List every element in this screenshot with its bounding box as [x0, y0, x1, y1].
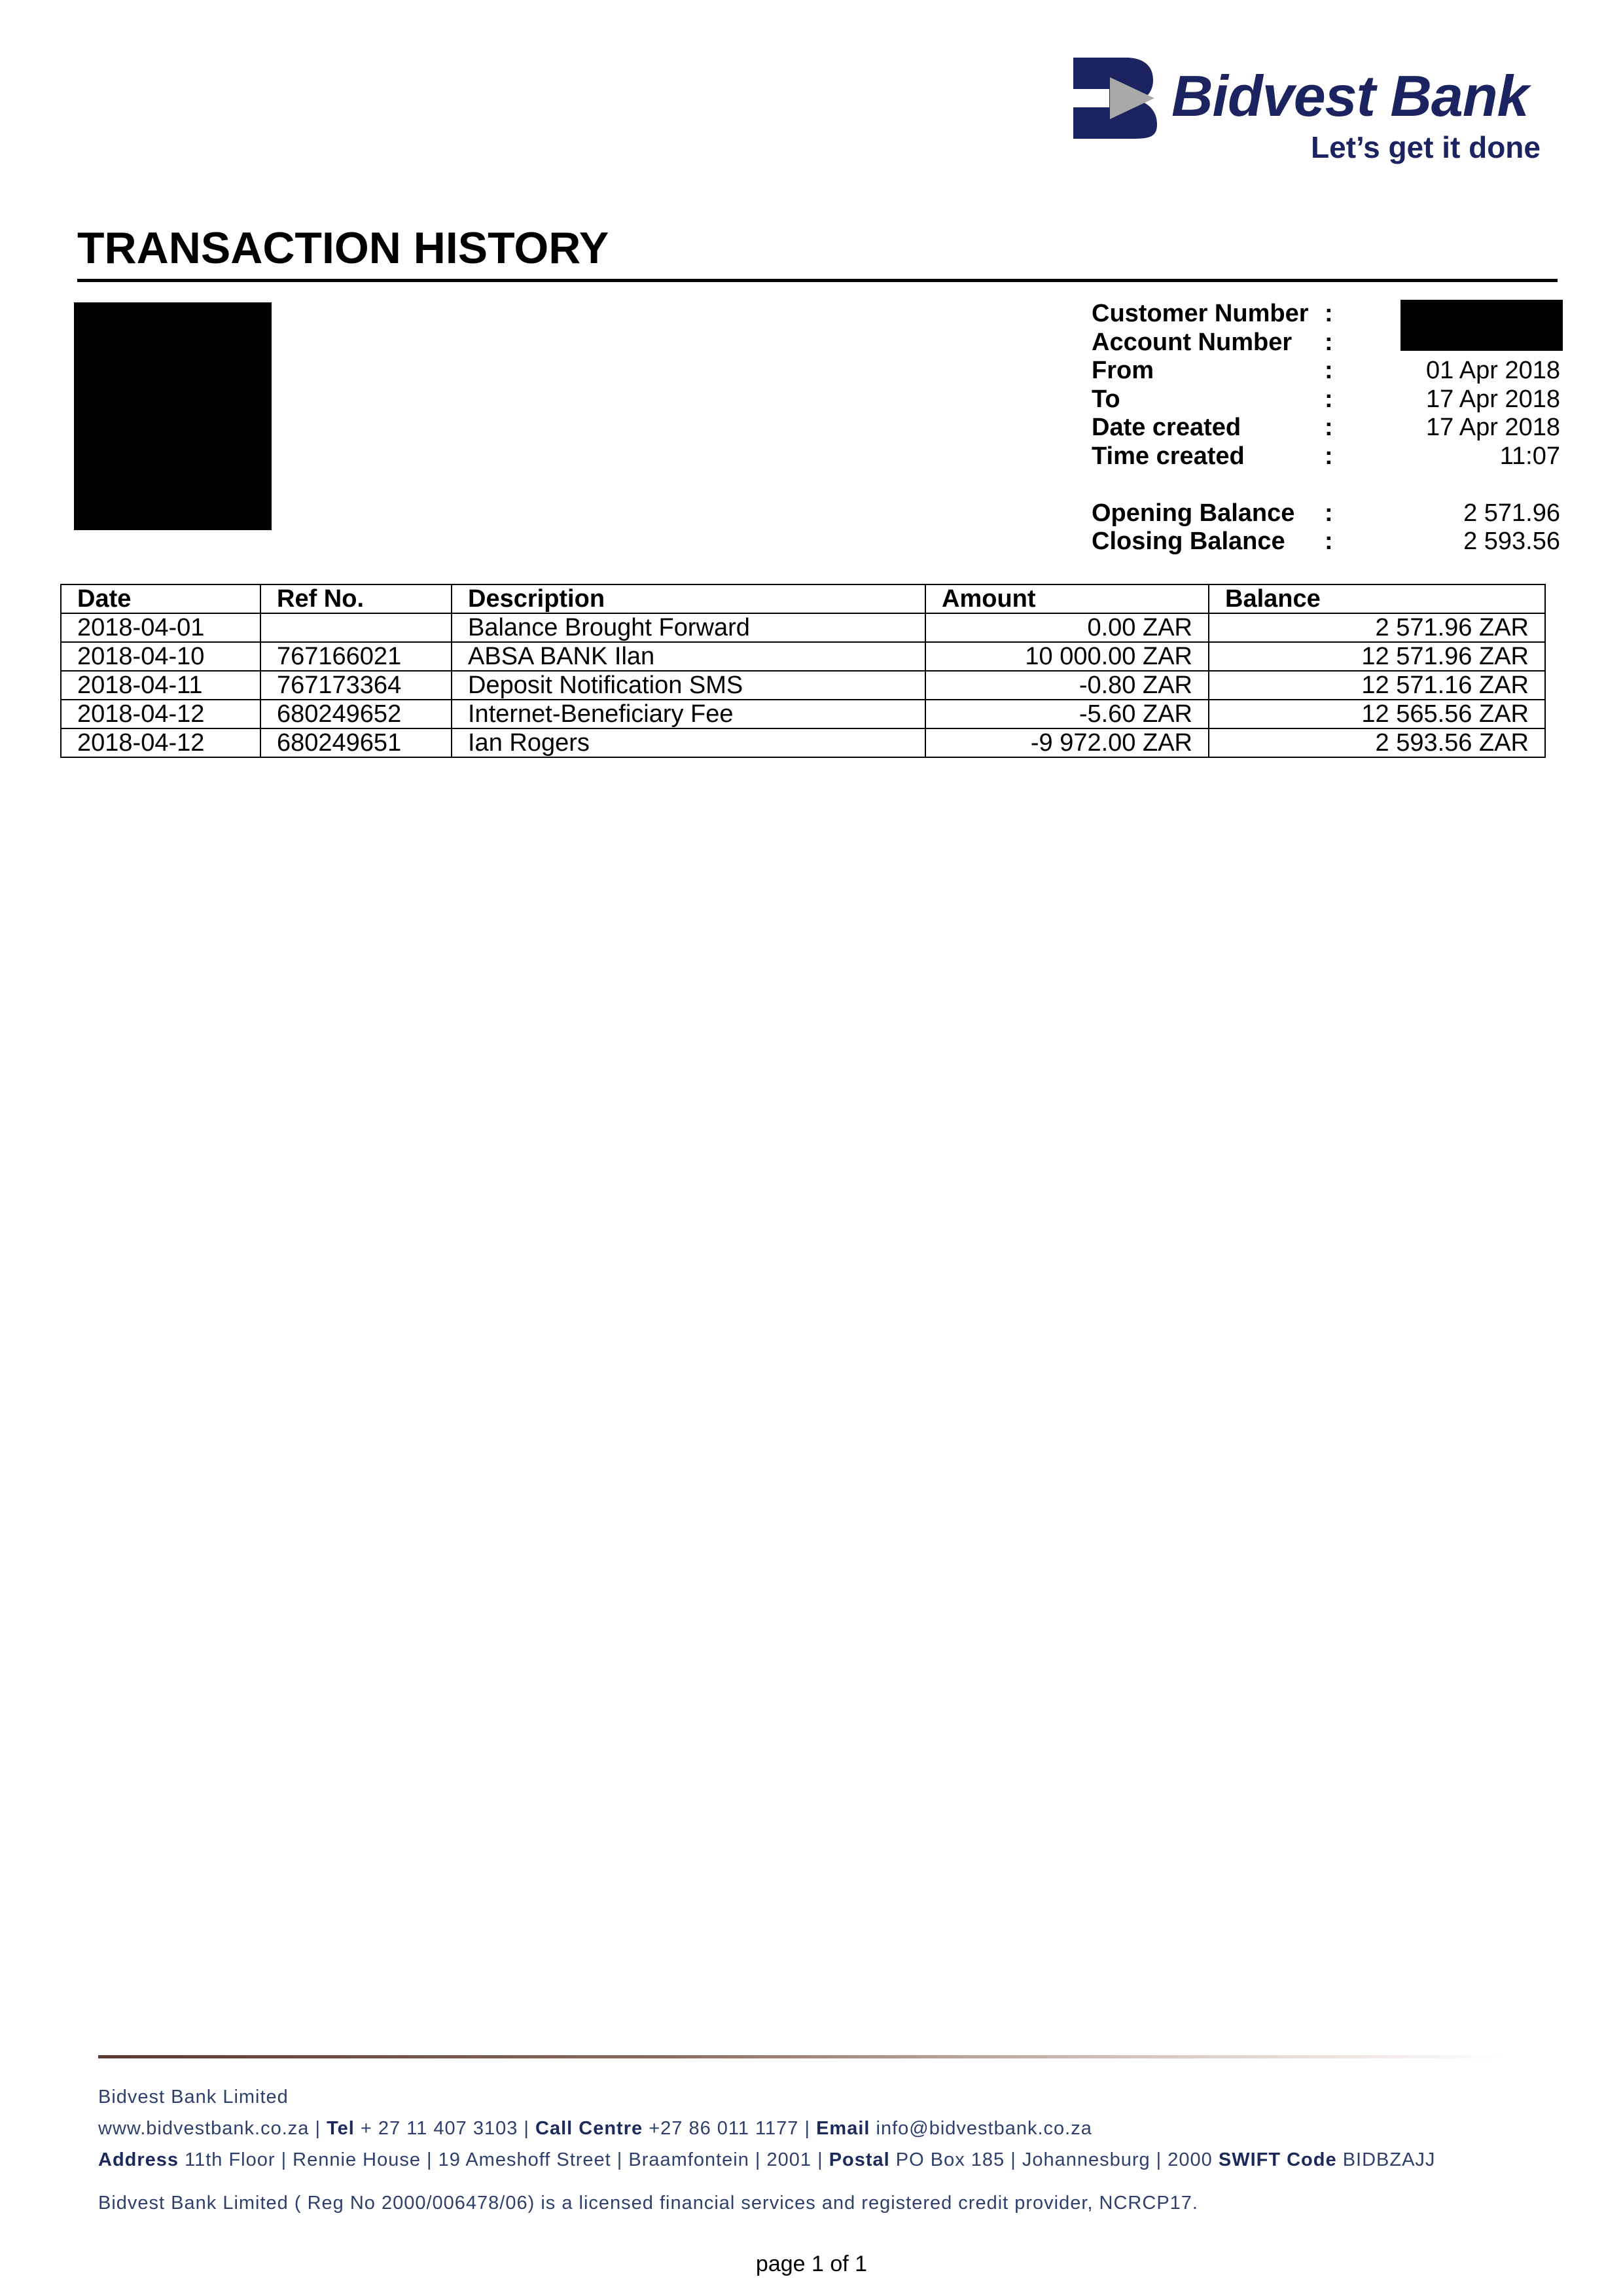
footer-swift-label: SWIFT Code [1218, 2149, 1337, 2170]
col-header-date: Date [61, 584, 260, 613]
cell-ref-no: 680249652 [260, 700, 452, 728]
footer-email-label: Email [816, 2118, 870, 2139]
cell-amount: 0.00 ZAR [925, 613, 1209, 642]
cell-date: 2018-04-10 [61, 642, 260, 671]
cell-ref-no: 767173364 [260, 671, 452, 700]
info-value: 17 Apr 2018 [1426, 385, 1560, 413]
footer-postal-label: Postal [829, 2149, 890, 2170]
info-colon: : [1325, 499, 1333, 527]
page-title: TRANSACTION HISTORY [77, 223, 609, 273]
col-header-amount: Amount [925, 584, 1209, 613]
info-colon: : [1325, 442, 1333, 470]
table-header-row [61, 584, 1545, 613]
cell-amount: -0.80 ZAR [925, 671, 1209, 700]
info-colon: : [1325, 357, 1333, 384]
cell-date: 2018-04-12 [61, 700, 260, 728]
closing-balance-value: 2 593.56 [1463, 528, 1560, 555]
info-label: From [1092, 357, 1154, 384]
footer-postal: PO Box 185 | Johannesburg | 2000 [895, 2149, 1213, 2170]
footer-call-centre: +27 86 011 1177 [649, 2118, 799, 2139]
footer-separator: | [524, 2118, 529, 2139]
footer-email-link[interactable]: info@bidvestbank.co.za [876, 2118, 1092, 2139]
cell-ref-no: 680249651 [260, 728, 452, 757]
footer-tel: + 27 11 407 3103 [360, 2118, 518, 2139]
info-row-time-created [1092, 442, 1563, 471]
info-value: 01 Apr 2018 [1426, 357, 1560, 384]
footer-company-line [98, 2081, 1435, 2113]
info-label: Customer Number [1092, 300, 1309, 327]
footer-address-label: Address [98, 2149, 179, 2170]
table-row [61, 613, 1545, 642]
cell-description: Internet-Beneficiary Fee [452, 700, 925, 728]
cell-description: Balance Brought Forward [452, 613, 925, 642]
col-header-description: Description [452, 584, 925, 613]
info-row-from [1092, 357, 1563, 386]
info-value: 11:07 [1499, 442, 1560, 470]
col-header-balance: Balance [1209, 584, 1545, 613]
info-label: Closing Balance [1092, 528, 1285, 555]
footer-separator: | [315, 2118, 321, 2139]
footer-contact-line [98, 2113, 1435, 2144]
info-colon: : [1325, 385, 1333, 413]
cell-description: ABSA BANK Ilan [452, 642, 925, 671]
cell-balance: 12 565.56 ZAR [1209, 700, 1545, 728]
info-row-closing-balance [1092, 528, 1563, 556]
footer-tel-label: Tel [327, 2118, 355, 2139]
info-row-opening-balance [1092, 499, 1563, 528]
cell-description: Deposit Notification SMS [452, 671, 925, 700]
footer-divider [98, 2055, 1505, 2058]
info-row-date-created [1092, 414, 1563, 442]
info-value: 17 Apr 2018 [1426, 414, 1560, 441]
transaction-table [60, 584, 1546, 758]
cell-ref-no [260, 613, 452, 642]
brand-tagline: Let’s get it done [1311, 130, 1541, 164]
footer-separator: | [804, 2118, 811, 2139]
table-row [61, 642, 1545, 671]
footer-call-centre-label: Call Centre [535, 2118, 643, 2139]
cell-ref-no: 767166021 [260, 642, 452, 671]
info-colon: : [1325, 414, 1333, 441]
footer-website-link[interactable]: www.bidvestbank.co.za [98, 2118, 310, 2139]
info-colon: : [1325, 328, 1333, 356]
info-colon: : [1325, 300, 1333, 327]
footer-disclaimer-line [98, 2187, 1435, 2219]
cell-date: 2018-04-01 [61, 613, 260, 642]
page-number: page 1 of 1 [755, 2251, 868, 2276]
footer-swift: BIDBZAJJ [1342, 2149, 1436, 2170]
footer-company-name: Bidvest Bank Limited [98, 2087, 289, 2108]
footer-separator: | [817, 2149, 823, 2170]
cell-balance: 12 571.96 ZAR [1209, 642, 1545, 671]
table-row [61, 700, 1545, 728]
footer [98, 2081, 1435, 2219]
info-row-to [1092, 386, 1563, 414]
cell-description: Ian Rogers [452, 728, 925, 757]
title-underline [77, 279, 1558, 282]
opening-balance-value: 2 571.96 [1463, 499, 1560, 527]
brand-name: Bidvest Bank [1171, 63, 1529, 128]
redacted-address-block [74, 302, 272, 530]
info-spacer [1092, 471, 1563, 499]
cell-date: 2018-04-11 [61, 671, 260, 700]
bidvest-b-logo-icon [1073, 58, 1171, 149]
cell-amount: 10 000.00 ZAR [925, 642, 1209, 671]
cell-balance: 2 593.56 ZAR [1209, 728, 1545, 757]
info-label: Date created [1092, 414, 1241, 441]
cell-balance: 12 571.16 ZAR [1209, 671, 1545, 700]
info-label: Account Number [1092, 328, 1293, 356]
cell-amount: -9 972.00 ZAR [925, 728, 1209, 757]
table-row [61, 671, 1545, 700]
footer-address: 11th Floor | Rennie House | 19 Ameshoff Street | Braamfontein | 2001 [185, 2149, 812, 2170]
redacted-account-numbers [1400, 300, 1563, 351]
col-header-ref-no: Ref No. [260, 584, 452, 613]
cell-amount: -5.60 ZAR [925, 700, 1209, 728]
footer-disclaimer: Bidvest Bank Limited ( Reg No 2000/006478/06) is a licensed financial services and registered credit provider, NCRCP17. [98, 2193, 1198, 2214]
info-label: Opening Balance [1092, 499, 1295, 527]
info-label: To [1092, 385, 1120, 413]
cell-balance: 2 571.96 ZAR [1209, 613, 1545, 642]
table-row [61, 728, 1545, 757]
info-label: Time created [1092, 442, 1245, 470]
bank-logo [1073, 58, 1544, 175]
cell-date: 2018-04-12 [61, 728, 260, 757]
footer-address-line [98, 2144, 1435, 2176]
info-colon: : [1325, 528, 1333, 555]
